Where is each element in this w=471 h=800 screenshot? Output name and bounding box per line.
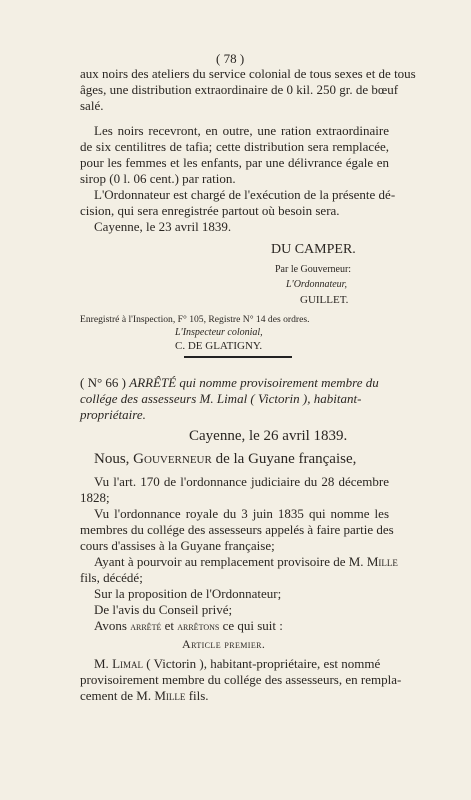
text-line <box>94 555 398 568</box>
text-line: pour les femmes et les enfants, par une délivrance égale en <box>80 155 389 170</box>
et-word: et <box>164 618 174 633</box>
arrete-word: arrêté <box>130 621 162 633</box>
by-governor-label: Par le Gouverneur: <box>275 264 352 275</box>
text-line: De l'avis du Conseil privé; <box>94 602 233 617</box>
text-line: provisoirement membre du collége des assesseurs, en rempla- <box>80 672 402 687</box>
governor-signature: DU CAMPER. <box>271 242 356 257</box>
avons-rest: ce qui suit : <box>222 618 283 633</box>
art1-fils: fils. <box>188 688 209 703</box>
text-line: Vu l'art. 170 de l'ordonnance judiciaire du 28 décembre <box>94 474 389 489</box>
text-line: Sur la proposition de l'Ordonnateur; <box>94 586 282 601</box>
inspecteur-name: C. DE GLATIGNY. <box>175 340 263 352</box>
text-line: sirop (0 l. 06 cent.) par ration. <box>80 171 236 186</box>
ayant-name: Mille <box>366 554 398 569</box>
place-date: Cayenne, le 23 avril 1839. <box>94 219 232 234</box>
text-line <box>80 689 209 702</box>
nous-line <box>94 452 356 467</box>
arretons-word: arrêtons <box>177 621 220 633</box>
text-line: aux noirs des ateliers du service colonial de tous sexes et de tous <box>80 66 416 81</box>
text-line: membres du collége des assesseurs appelés à faire partie des <box>80 522 394 537</box>
avons-word: Avons <box>94 618 127 633</box>
text-line: Les noirs recevront, en outre, une ration extraordinaire <box>94 123 389 138</box>
ordonnateur-title: L'Ordonnateur, <box>286 279 347 290</box>
text-line: 1828; <box>80 490 110 505</box>
ordonnateur-name: GUILLET. <box>300 294 349 306</box>
inspecteur-title: L'Inspecteur colonial, <box>175 327 263 338</box>
registration-note: Enregistré à l'Inspection, F° 105, Registre N° 14 des ordres. <box>80 314 310 325</box>
art1-m: M. <box>94 656 109 671</box>
art1-name: Limal <box>112 656 143 671</box>
art1-rest: ( Victorin ), habitant-propriétaire, est nommé <box>146 656 381 671</box>
text-line <box>94 657 380 670</box>
art1-cement: cement de M. <box>80 688 152 703</box>
text-line: Vu l'ordonnance royale du 3 juin 1835 qui nomme les <box>94 506 389 521</box>
decree-title-line: propriétaire. <box>80 407 146 422</box>
decree-title-line: ARRÊTÉ qui nomme provisoirement membre du <box>129 375 379 390</box>
text-line: cours d'assises à la Guyane française; <box>80 538 275 553</box>
place-date: Cayenne, le 26 avril 1839. <box>189 428 348 444</box>
avons-line <box>94 619 283 633</box>
gouverneur-word: Gouverneur <box>133 451 212 467</box>
nous-word: Nous, <box>94 451 130 467</box>
decree-number: ( N° 66 ) <box>80 375 126 390</box>
decree-title <box>80 376 379 389</box>
page-number: ( 78 ) <box>216 51 245 66</box>
text-line: salé. <box>80 98 104 113</box>
art1-mille: Mille <box>154 688 186 703</box>
text-line: âges, une distribution extraordinaire de 0 kil. 250 gr. de bœuf <box>80 82 399 97</box>
nous-rest: de la Guyane française, <box>215 451 357 467</box>
text-line: cision, qui sera enregistrée partout où besoin sera. <box>80 203 340 218</box>
article-heading: Article premier. <box>182 637 266 651</box>
text-line: fils, décédé; <box>80 570 143 585</box>
decree-title-line: collége des assesseurs M. Limal ( Victorin ), habitant- <box>80 391 362 406</box>
text-line: L'Ordonnateur est chargé de l'exécution de la présente dé- <box>94 187 396 202</box>
section-divider <box>184 356 292 358</box>
ayant-text: Ayant à pourvoir au remplacement provisoire de M. <box>94 554 364 569</box>
text-line: de six centilitres de tafia; cette distribution sera remplacée, <box>80 139 389 154</box>
